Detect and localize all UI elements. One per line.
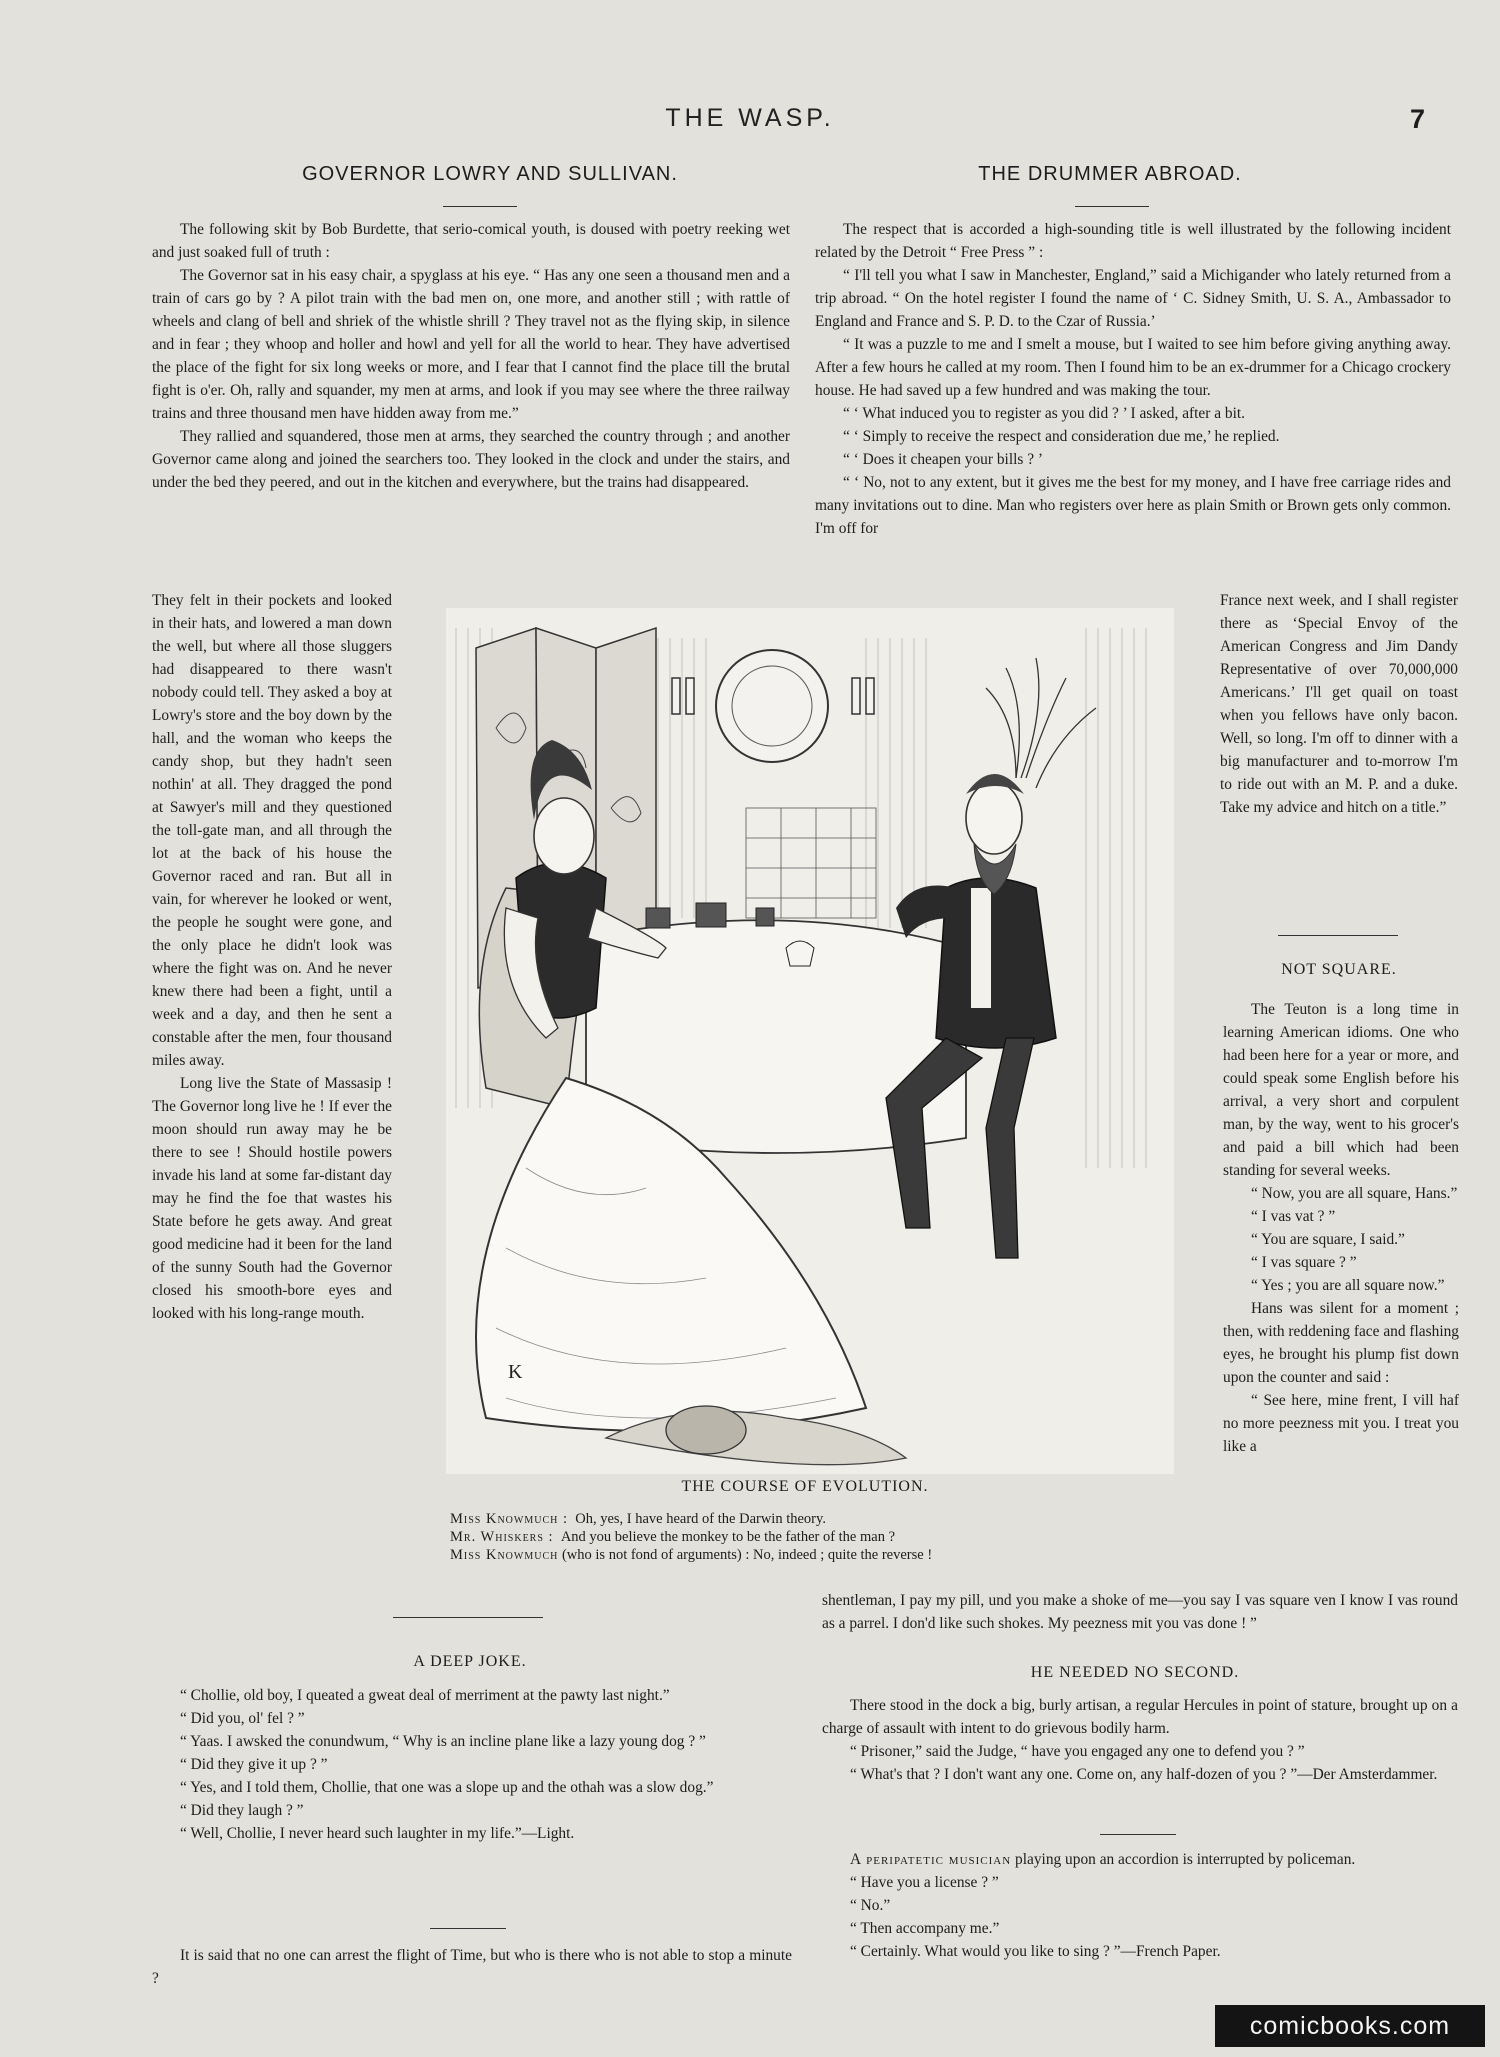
paragraph: “ ‘ Simply to receive the respect and consideration due me,’ he replied. bbox=[843, 428, 1280, 445]
paragraph: “ Now, you are all square, Hans.” bbox=[1251, 1185, 1458, 1202]
headline-rule bbox=[1075, 206, 1149, 207]
notsquare-column-wide bbox=[822, 1589, 1458, 1635]
caption-speaker: Mr. Whiskers : bbox=[450, 1529, 554, 1545]
paragraph: “ Yes, and I told them, Chollie, that one was a slope up and the othah was a slow dog.” bbox=[180, 1779, 714, 1796]
paragraph: The following skit by Bob Burdette, that serio-comical youth, is doused with poetry reeking wet and just soaked full of truth : bbox=[152, 221, 790, 261]
second-column bbox=[822, 1694, 1458, 1786]
paragraph: Hans was silent for a moment ; then, with reddening face and flashing eyes, he brought his plump fist down upon the counter and said : bbox=[1223, 1300, 1459, 1386]
section-rule bbox=[1278, 935, 1398, 936]
page-number: 7 bbox=[1410, 104, 1426, 134]
paragraph: France next week, and I shall register there as ‘Special Envoy of the American Congress and Jim Dandy Representative of over 70,000,000 Americans.’ I'll get quail on toast when you fellows have only bacon. Well, so long. I'm off to dinner with a big manufacturer and to-morrow I'm to ride out with an M. P. and a duke. Take my advice and hitch on a title.” bbox=[1220, 592, 1458, 816]
paragraph bbox=[822, 1848, 1458, 1871]
paragraph: It is said that no one can arrest the flight of Time, but who is there who is not able to stop a minute ? bbox=[152, 1947, 792, 1987]
paragraph: “ Yaas. I awsked the conundwum, “ Why is an incline plane like a lazy young dog ? ” bbox=[180, 1733, 706, 1750]
paragraph: “ Did they give it up ? ” bbox=[180, 1756, 328, 1773]
paragraph: “ Did you, ol' fel ? ” bbox=[180, 1710, 305, 1727]
masthead-title: THE WASP. bbox=[665, 104, 835, 132]
paragraph: “ Well, Chollie, I never heard such laughter in my life.”—Light. bbox=[180, 1825, 575, 1842]
paragraph: They rallied and squandered, those men at arms, they searched the country through ; and another Governor came along and joined the searchers too. They looked in the clock and under the stairs, and under the bed they peered, and out in the kitchen and everywhere, but the trains had disappeared. bbox=[152, 428, 790, 491]
caption-line bbox=[450, 1528, 932, 1546]
artist-signature: K bbox=[508, 1361, 523, 1383]
drummer-column-narrow bbox=[1220, 589, 1458, 819]
governor-column-narrow bbox=[152, 589, 392, 1325]
caption-speaker: Miss Knowmuch bbox=[450, 1547, 559, 1563]
paragraph: “ ‘ What induced you to register as you did ? ’ I asked, after a bit. bbox=[843, 405, 1246, 422]
illustration-caption bbox=[450, 1510, 932, 1564]
illustration-title: THE COURSE OF EVOLUTION. bbox=[681, 1478, 929, 1495]
paragraph: “ It was a puzzle to me and I smelt a mouse, but I waited to see him before giving anything away. After a few hours he called at my room. Then I found him to be an ex-drummer for a Chicago crockery house. He had saved up a few hundred and was making the tour. bbox=[815, 336, 1451, 399]
deepjoke-column bbox=[152, 1684, 792, 1845]
time-column bbox=[152, 1944, 792, 1990]
section-rule bbox=[430, 1928, 506, 1929]
paragraph: The Governor sat in his easy chair, a spyglass at his eye. “ Has any one seen a thousand men and a train of cars go by ? A pilot train with the bad men on, one more, and another still ; with rattle of wheels and clang of bell and shriek of the whistle shrill ? They travel not as the flying skip, in silence and in fear ; they whoop and holler and howl and yell for all the world to hear. They have advertised the place of the fight for six long weeks or more, and I fear that I cannot find the place till the brutal fight is o'er. Oh, rally and squander, my men at arms, and look if you may see where the three railway trains and three thousand men have hidden away from me.” bbox=[152, 267, 790, 422]
section-rule bbox=[1100, 1834, 1176, 1835]
governor-column-top bbox=[152, 218, 790, 494]
section-rule bbox=[393, 1617, 543, 1618]
paragraph: “ I'll tell you what I saw in Manchester, England,” said a Michigander who lately returned from a trip abroad. “ On the hotel register I found the name of ‘ C. Sidney Smith, U. S. A., Ambassador to England and France and S. P. D. to the Czar of Russia.’ bbox=[815, 267, 1451, 330]
paragraph: “ What's that ? I don't want any one. Come on, any half-dozen of you ? ”—Der Amsterdammer. bbox=[850, 1766, 1438, 1783]
lead-in: A peripatetic musician bbox=[850, 1851, 1012, 1868]
caption-line bbox=[450, 1510, 932, 1528]
governor-headline: GOVERNOR LOWRY AND SULLIVAN. bbox=[302, 163, 678, 185]
paragraph: shentleman, I pay my pill, und you make a shoke of me—you say I vas square ven I know I vas round as a parrel. I don'd like such shokes. My peezness mit you vas done ! ” bbox=[822, 1592, 1458, 1632]
paragraph: “ You are square, I said.” bbox=[1251, 1231, 1405, 1248]
paragraph: “ See here, mine frent, I vill haf no more peezness mit you. I treat you like a bbox=[1223, 1392, 1459, 1455]
paragraph: “ Then accompany me.” bbox=[850, 1920, 1000, 1937]
headline-rule bbox=[443, 206, 517, 207]
paragraph: “ Did they laugh ? ” bbox=[180, 1802, 304, 1819]
paragraph: “ Have you a license ? ” bbox=[850, 1874, 999, 1891]
paragraph: The respect that is accorded a high-sounding title is well illustrated by the following incident related by the Detroit “ Free Press ” : bbox=[815, 221, 1451, 261]
paragraph: “ Chollie, old boy, I queated a gweat deal of merriment at the pawty last night.” bbox=[180, 1687, 670, 1704]
paragraph-text: playing upon an accordion is interrupted by policeman. bbox=[1015, 1851, 1356, 1868]
musician-column bbox=[822, 1848, 1458, 1963]
course-of-evolution-engraving bbox=[446, 608, 1174, 1474]
paragraph: “ ‘ Does it cheapen your bills ? ’ bbox=[843, 451, 1044, 468]
caption-speaker: Miss Knowmuch : bbox=[450, 1511, 568, 1527]
paragraph: The Teuton is a long time in learning American idioms. One who had been here for a year or more, and could speak some English before his arrival, a very short and corpulent man, by the way, went to his grocer's and paid a bill which had been standing for several weeks. bbox=[1223, 1001, 1459, 1179]
paragraph: Long live the State of Massasip ! The Governor long live he ! If ever the moon should run away may he be there to see ! Should hostile powers invade his land at some far-distant day may he find the foe that wastes his State before he gets away. And great good medicine had it been for the land of the sunny South had the Governor closed his smooth-bore eyes and looked with his long-range mouth. bbox=[152, 1075, 392, 1322]
second-headline: HE NEEDED NO SECOND. bbox=[1030, 1664, 1240, 1681]
site-watermark: comicbooks.com bbox=[1215, 2005, 1485, 2047]
paragraph: “ No.” bbox=[850, 1897, 891, 1914]
paragraph: “ ‘ No, not to any extent, but it gives me the best for my money, and I have free carriage rides and many invitations out to dine. Man who registers over here as plain Smith or Brown gets only common. I'm off for bbox=[815, 474, 1451, 537]
notsquare-column bbox=[1223, 998, 1459, 1458]
caption-text: And you believe the monkey to be the father of the man ? bbox=[560, 1529, 896, 1545]
paragraph: There stood in the dock a big, burly artisan, a regular Hercules in point of stature, brought up on a charge of assault with intent to do grievous bodily harm. bbox=[822, 1697, 1458, 1737]
paragraph: “ Certainly. What would you like to sing ? ”—French Paper. bbox=[850, 1943, 1221, 1960]
paragraph: “ Prisoner,” said the Judge, “ have you engaged any one to defend you ? ” bbox=[850, 1743, 1305, 1760]
notsquare-headline: NOT SQUARE. bbox=[1281, 961, 1397, 978]
paragraph: They felt in their pockets and looked in their hats, and lowered a man down the well, but where all those sluggers had disappeared to there wasn't nobody could tell. They asked a boy at Lowry's store and the boy down by the hall, and the woman who keeps the candy shop, but they hadn't seen nothin' at all. They dragged the pond at Sawyer's mill and they questioned the toll-gate man, and all through the lot at the back of his house the Governor raced and ran. But all in vain, for wherever he looked or went, the people he sought were gone, and the only place he didn't look was where the fight was on. And he never knew there had been a fight, until a week and a day, and then he sent a constable after the men, four thousand miles away. bbox=[152, 592, 392, 1069]
drummer-headline: THE DRUMMER ABROAD. bbox=[978, 163, 1242, 185]
deepjoke-headline: A DEEP JOKE. bbox=[413, 1653, 527, 1670]
paragraph: “ I vas vat ? ” bbox=[1251, 1208, 1336, 1225]
caption-text: Oh, yes, I have heard of the Darwin theory. bbox=[575, 1511, 826, 1527]
paragraph: “ I vas square ? ” bbox=[1251, 1254, 1357, 1271]
caption-line bbox=[450, 1546, 932, 1564]
paragraph: “ Yes ; you are all square now.” bbox=[1251, 1277, 1445, 1294]
caption-text: (who is not fond of arguments) : No, indeed ; quite the reverse ! bbox=[561, 1547, 933, 1563]
drummer-column-top bbox=[815, 218, 1451, 540]
